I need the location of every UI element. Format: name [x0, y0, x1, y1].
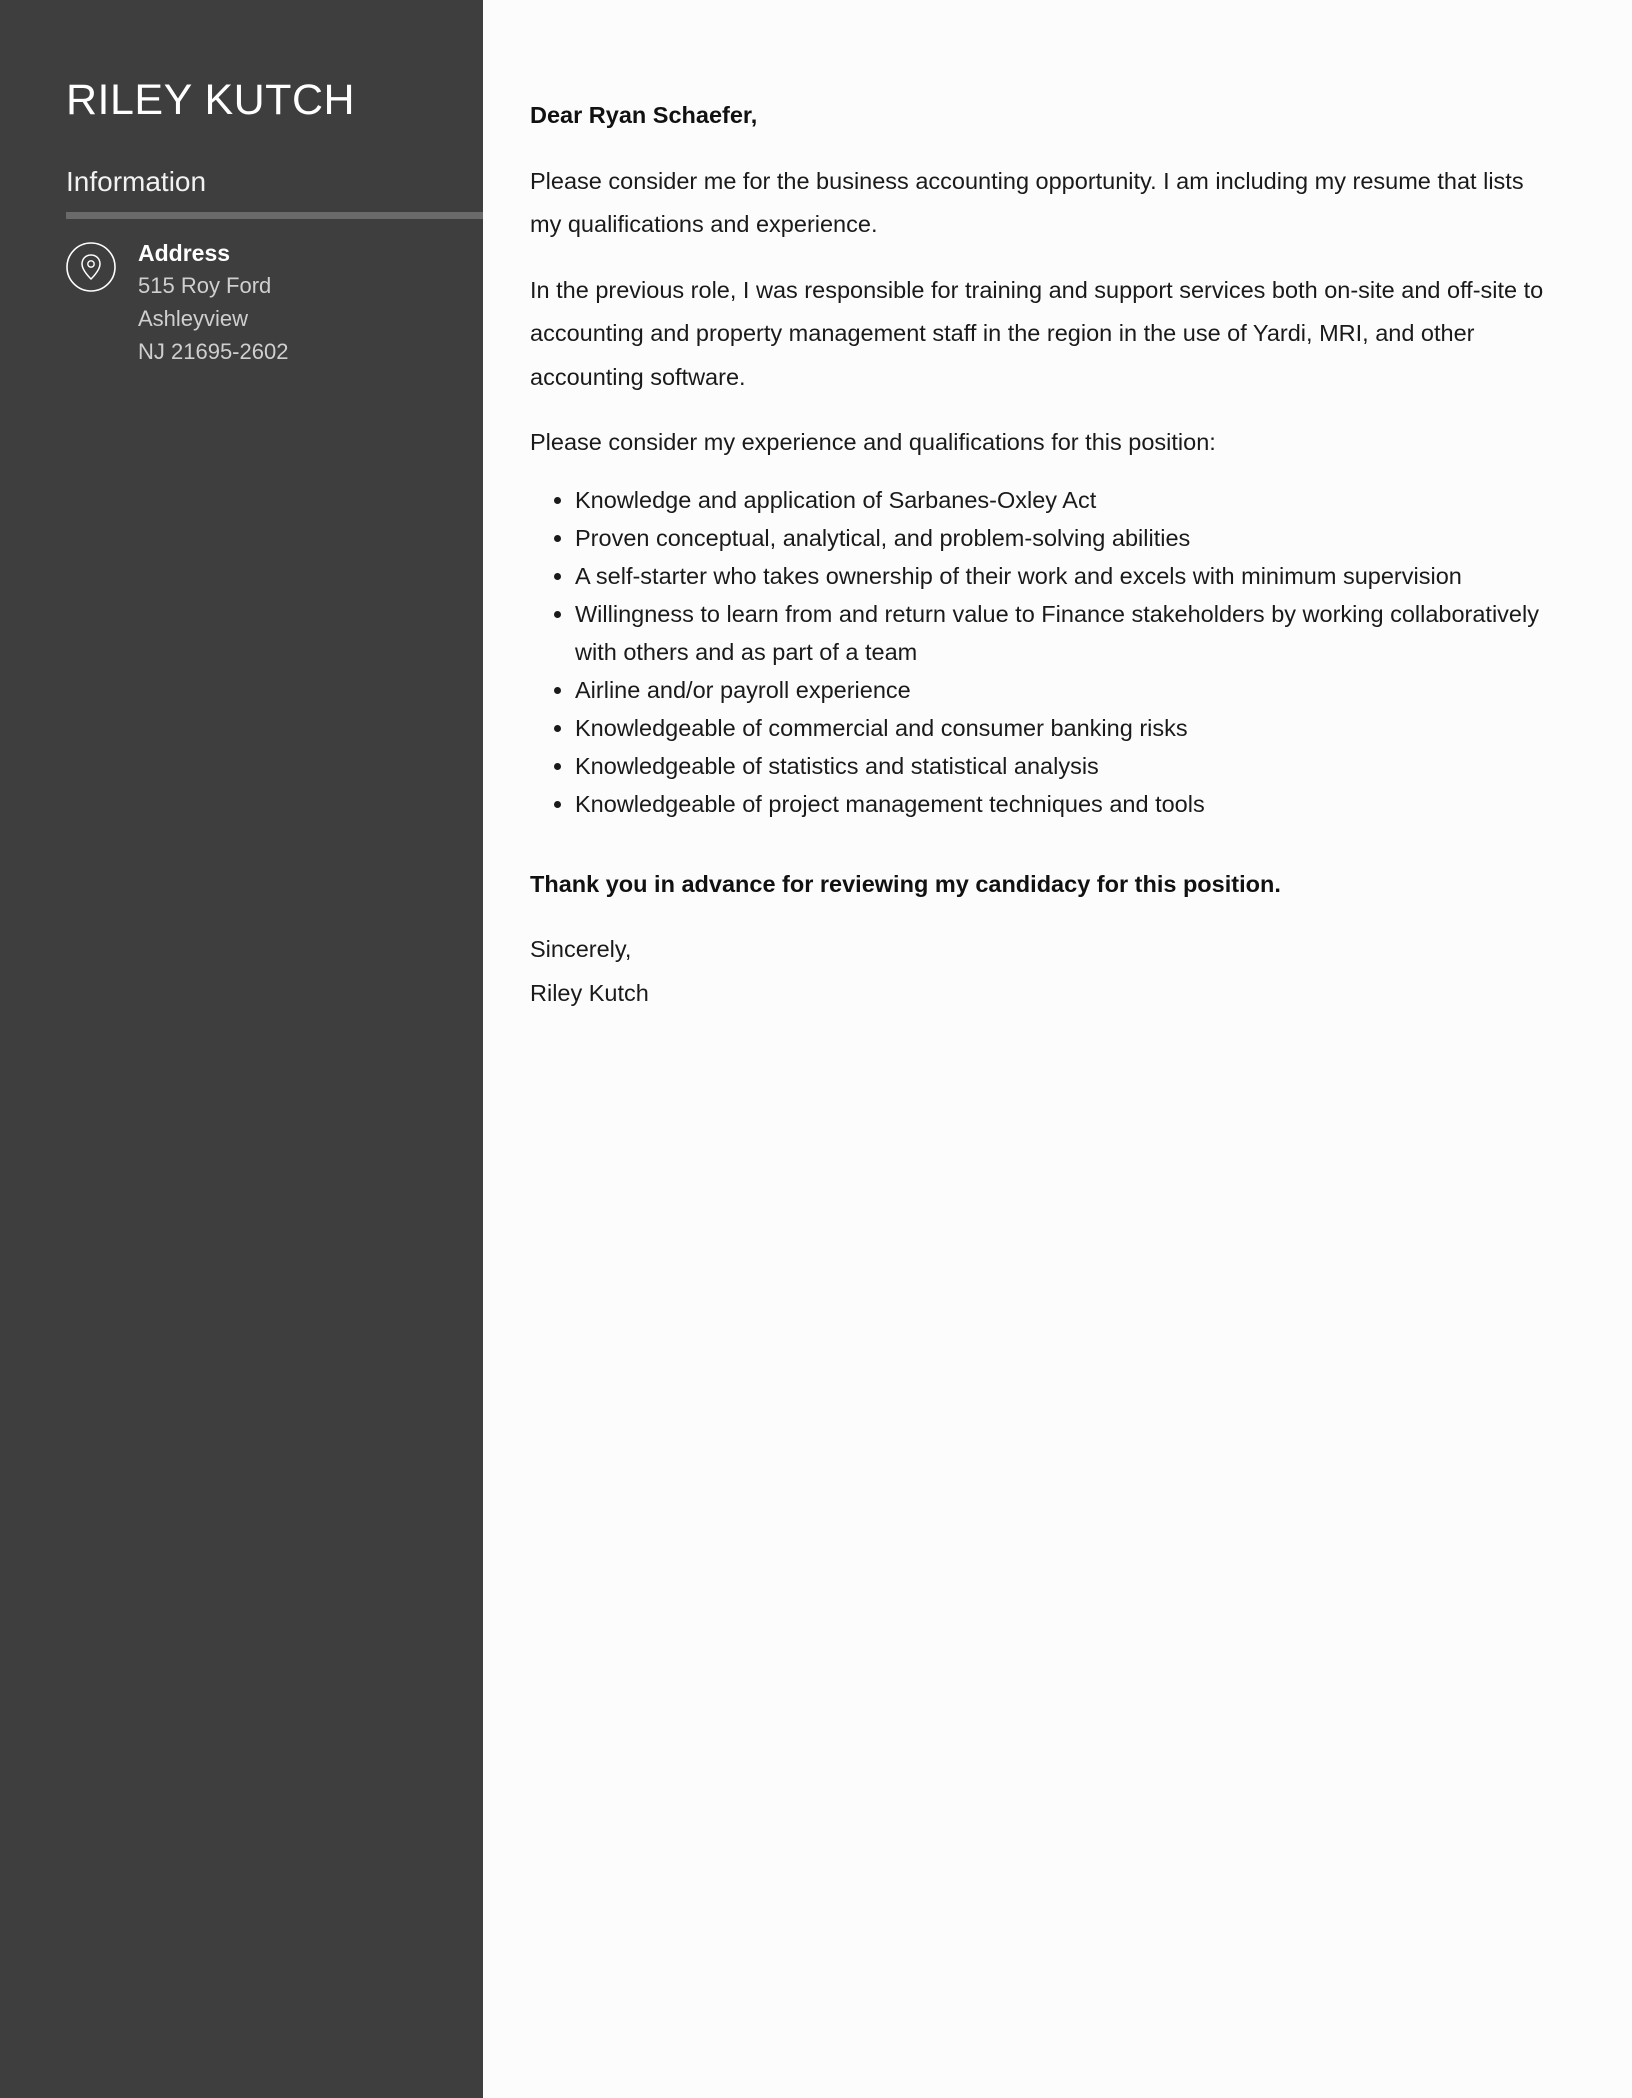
paragraph-intro: Please consider me for the business accounting opportunity. I am including my resume that lists my qualifications and experience.: [530, 167, 1524, 237]
paragraph-experience: In the previous role, I was responsible for training and support services both on-site and off-site to accounting and property management staff in the region in the use of Yardi, MRI, and other accounting software.: [530, 276, 1544, 390]
section-title-information: Information: [66, 166, 207, 197]
list-item: • Knowledge and application of Sarbanes-Oxley Act: [575, 481, 1555, 519]
list-item: • Airline and/or payroll experience: [575, 671, 1555, 709]
list-item: • Proven conceptual, analytical, and problem-solving abilities: [575, 519, 1555, 557]
list-item: • Knowledgeable of commercial and consumer banking risks: [575, 709, 1555, 747]
address-label: Address: [138, 240, 231, 266]
address-street: 515 Roy Ford: [138, 273, 272, 298]
letter-body: [530, 94, 1555, 1015]
address-city: Ashleyview: [138, 306, 249, 331]
map-pin-icon: [66, 242, 116, 292]
applicant-name: RILEY KUTCH: [66, 76, 356, 124]
section-divider: [66, 212, 483, 219]
list-item: • A self-starter who takes ownership of their work and excels with minimum supervision: [575, 557, 1555, 595]
signoff-block: [530, 928, 1555, 1015]
closing-line: Thank you in advance for reviewing my candidacy for this position.: [530, 870, 1281, 897]
paragraph-qualifications-intro: Please consider my experience and qualifications for this position:: [530, 429, 1216, 455]
list-item: • Willingness to learn from and return value to Finance stakeholders by working collaboratively with others and as part of a team: [575, 595, 1555, 671]
signoff: Sincerely,: [530, 936, 632, 962]
list-item: • Knowledgeable of statistics and statistical analysis: [575, 747, 1555, 785]
qualifications-list: [530, 481, 1555, 823]
greeting: Dear Ryan Schaefer,: [530, 102, 758, 128]
address-text: [138, 238, 288, 368]
list-item: • Knowledgeable of project management techniques and tools: [575, 785, 1555, 823]
signature-name: Riley Kutch: [530, 979, 649, 1006]
sidebar: [0, 0, 483, 2098]
address-state-zip: NJ 21695-2602: [138, 339, 289, 364]
